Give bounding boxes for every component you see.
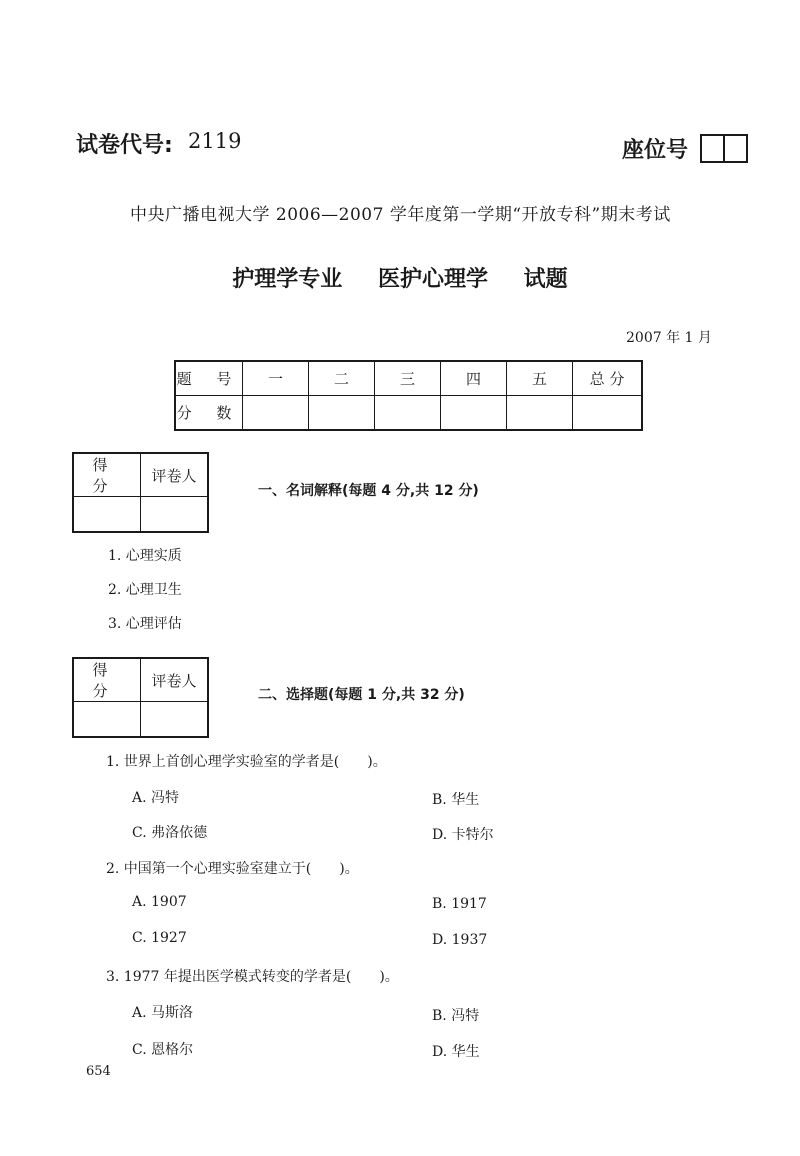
score-value-cell [375, 396, 441, 431]
score-value-cell [507, 396, 573, 431]
exam-code-value: 2119 [188, 129, 242, 153]
grader-box-section1 [72, 452, 209, 533]
exam-title [0, 262, 800, 293]
score-header-cell: 四 [441, 361, 507, 396]
seat-number-label: 座位号 [622, 138, 689, 163]
question-option: B. 冯特 [432, 1008, 480, 1024]
question-option: A. 冯特 [132, 790, 180, 806]
score-header-cell: 总 分 [573, 361, 643, 396]
question-option: C. 1927 [132, 930, 187, 946]
question-option: D. 卡特尔 [432, 827, 494, 843]
grader-box-section2 [72, 657, 209, 738]
grader-name-cell [141, 702, 209, 738]
grader-score-cell [73, 702, 141, 738]
question-option: A. 马斯洛 [132, 1005, 194, 1021]
question-option: B. 1917 [432, 896, 487, 912]
question-stem: 2. 中国第一个心理实验室建立于( )。 [106, 861, 359, 877]
section1-title: 一、名词解释(每题 4 分,共 12 分) [258, 483, 479, 499]
question-option: D. 1937 [432, 932, 488, 948]
term-item: 2. 心理卫生 [108, 582, 182, 598]
grader-score-label: 得 分 [73, 453, 141, 497]
score-table-header-row [175, 361, 642, 396]
question-option: A. 1907 [132, 894, 187, 910]
exam-title-major: 护理学专业 [232, 267, 343, 292]
score-table [174, 360, 643, 431]
score-header-cell: 题 号 [175, 361, 243, 396]
section2-title: 二、选择题(每题 1 分,共 32 分) [258, 687, 465, 703]
term-item: 1. 心理实质 [108, 548, 182, 564]
score-header-cell: 一 [243, 361, 309, 396]
exam-date: 2007 年 1 月 [626, 330, 712, 346]
seat-box [700, 134, 725, 163]
score-table-value-row [175, 396, 642, 431]
score-value-cell [441, 396, 507, 431]
seat-number-boxes [700, 134, 746, 163]
question-option: C. 恩格尔 [132, 1042, 194, 1058]
score-value-cell [309, 396, 375, 431]
question-option: B. 华生 [432, 792, 480, 808]
term-item: 3. 心理评估 [108, 616, 182, 632]
question-option: C. 弗洛依德 [132, 825, 208, 841]
grader-label: 评卷人 [141, 658, 209, 702]
score-row-label: 分 数 [175, 396, 243, 431]
score-value-cell [243, 396, 309, 431]
score-header-cell: 二 [309, 361, 375, 396]
grader-name-cell [141, 497, 209, 533]
grader-score-label: 得 分 [73, 658, 141, 702]
score-header-cell: 三 [375, 361, 441, 396]
exam-code-label: 试卷代号: [76, 133, 173, 158]
question-stem: 1. 世界上首创心理学实验室的学者是( )。 [106, 754, 387, 770]
university-line: 中央广播电视大学 2006—2007 学年度第一学期“开放专科”期末考试 [130, 205, 671, 225]
page-number: 654 [86, 1064, 111, 1079]
exam-title-course: 医护心理学 [377, 267, 488, 292]
exam-title-suffix: 试题 [523, 267, 568, 292]
score-value-cell [573, 396, 643, 431]
grader-score-cell [73, 497, 141, 533]
score-header-cell: 五 [507, 361, 573, 396]
question-option: D. 华生 [432, 1044, 480, 1060]
grader-label: 评卷人 [141, 453, 209, 497]
question-stem: 3. 1977 年提出医学模式转变的学者是( )。 [106, 969, 399, 985]
seat-box [723, 134, 748, 163]
